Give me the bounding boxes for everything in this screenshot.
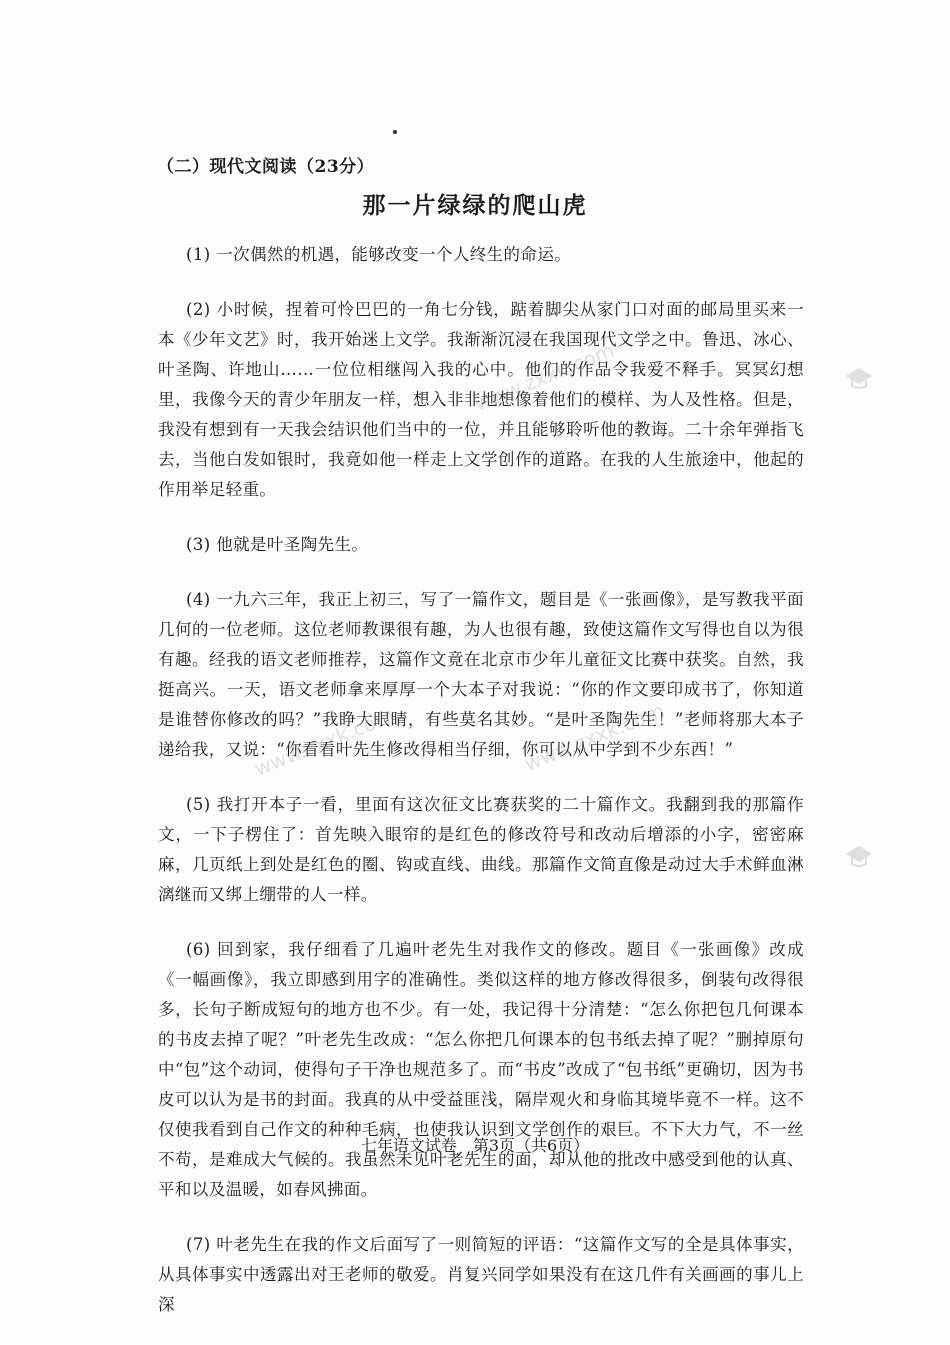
ink-dot [393, 130, 397, 134]
paragraph-6: (6) 回到家，我仔细看了几遍叶老先生对我作文的修改。题目《一张画像》改成《一幅画像》，我立即感到用字的准确性。类似这样的地方修改得很多，倒装句改得很多，长句子断成短句的地方也不少。有一处，我记得十分清楚：“怎么你把包几何课本的书皮去掉了呢？”叶老先生改成：“怎么你把几何课本的包书纸去掉了呢？”删掉原句中“包”这个动词，使得句子干净也规范多了。而“书皮”改成了“包书纸”更确切，因为书皮可以认为是书的封面。我真的从中受益匪浅，隔岸观火和身临其境毕竟不一样。这不仅使我看到自己作文的种种毛病，也使我认识到文学创作的艰巨。不下大力气，不一丝不苟，是难成大气候的。我虽然未见叶老先生的面，却从他的批改中感受到他的认真、平和以及温暖，如春风拂面。 [158, 940, 804, 1199]
section-heading: （二）现代文阅读（23分） [157, 157, 375, 177]
paragraph-2: (2) 小时候，捏着可怜巴巴的一角七分钱，踮着脚尖从家门口对面的邮局里买来一本《少年文艺》时，我开始迷上文学。我渐渐沉浸在我国现代文学之中。鲁迅、冰心、叶圣陶、许地山……一位位相继闯入我的心中。他们的作品令我爱不释手。冥冥幻想里，我像今天的青少年朋友一样，想入非非地想像着他们的模样、为人及性格。但是，我没有想到有一天我会结识他们当中的一位，并且能够聆听他的教诲。二十余年弹指飞去，当他白发如银时，我竟如他一样走上文学创作的道路。在我的人生旅途中，他起的作用举足轻重。 [158, 300, 804, 499]
article-title: 那一片绿绿的爬山虎 [362, 192, 588, 219]
paragraph-7: (7) 叶老先生在我的作文后面写了一则简短的评语：“这篇作文写的全是具体事实，从具体事实中透露出对王老师的敬爱。肖复兴同学如果没有在这几件有关画画的事儿上深 [158, 1235, 804, 1314]
watermark-text: www.zxxk.com [250, 703, 398, 781]
paragraph-5: (5) 我打开本子一看，里面有这次征文比赛获奖的二十篇作文。我翻到我的那篇作文，一下子楞住了：首先映入眼帘的是红色的修改符号和改动后增添的小字，密密麻麻，几页纸上到处是红色的圈、钩或直线、曲线。那篇作文简直像是动过大手术鲜血淋漓继而又绑上绷带的人一样。 [158, 795, 804, 904]
page-footer: 七年语文试卷 第3页（共6页） [360, 1136, 590, 1155]
paragraph-3: (3) 他就是叶圣陶先生。 [186, 535, 369, 554]
watermark-text: www.zxxk.com [470, 338, 618, 416]
paragraph-1: (1) 一次偶然的机遇，能够改变一个人终生的命运。 [186, 245, 572, 264]
watermark-logo-icon [842, 362, 876, 392]
article-body [158, 240, 804, 1345]
watermark-text: www.zxxk.com [520, 698, 668, 776]
paragraph-4: (4) 一九六三年，我正上初三，写了一篇作文，题目是《一张画像》，是写教我平面几何的一位老师。这位老师教课很有趣，为人也很有趣，致使这篇作文写得也自以为很有趣。经我的语文老师推荐，这篇作文竟在北京市少年儿童征文比赛中获奖。自然，我挺高兴。一天，语文老师拿来厚厚一个大本子对我说：“你的作文要印成书了，你知道是谁替你修改的吗？”我睁大眼睛，有些莫名其妙。“是叶圣陶先生！”老师将那大本子递给我，又说：“你看看叶先生修改得相当仔细，你可以从中学到不少东西！” [158, 590, 804, 759]
watermark-logo-icon [842, 840, 876, 870]
